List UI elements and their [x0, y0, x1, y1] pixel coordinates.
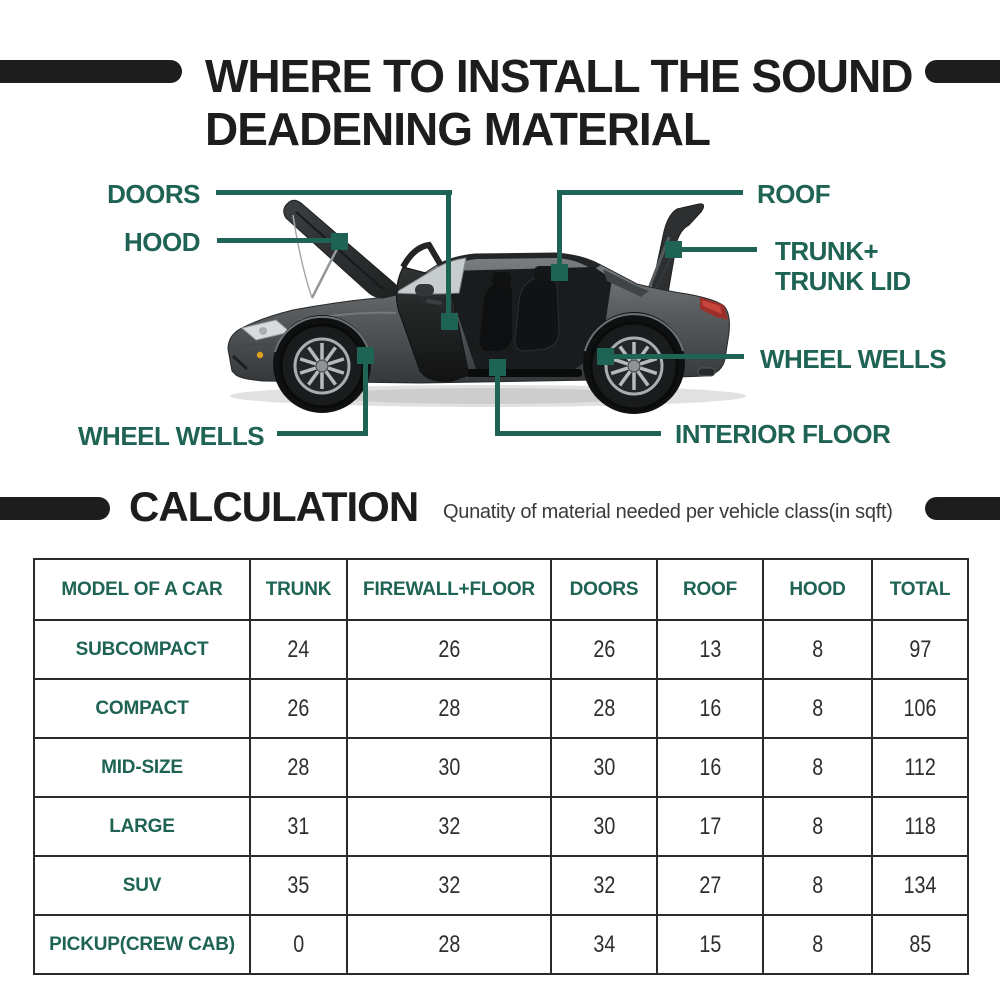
cell-roof: 16 [657, 738, 763, 797]
wheel-wells-right-label: WHEEL WELLS [760, 344, 947, 374]
cell-doors: 28 [551, 679, 657, 738]
calculation-left-bar [0, 497, 110, 520]
row-label: LARGE [34, 797, 250, 856]
table-row-suv [34, 856, 968, 915]
cell-hood: 8 [763, 679, 872, 738]
cell-firewall: 26 [347, 620, 551, 679]
hood-connector-line-h [217, 238, 335, 243]
cell-hood: 8 [763, 856, 872, 915]
wheel-wells-right-connector-line-h [613, 354, 744, 359]
cell-roof: 17 [657, 797, 763, 856]
cell-hood: 8 [763, 738, 872, 797]
interior-floor-connector-line-h [495, 431, 661, 436]
cell-total: 118 [872, 797, 968, 856]
row-label: SUV [34, 856, 250, 915]
roof-endpoint-square [551, 264, 568, 281]
interior-floor-connector-line-v [495, 375, 500, 436]
interior-floor-endpoint-square [489, 359, 506, 376]
cell-trunk: 35 [250, 856, 347, 915]
car-front-wheel [281, 325, 363, 407]
cell-trunk: 24 [250, 620, 347, 679]
trunk-endpoint-square [665, 241, 682, 258]
cell-total: 106 [872, 679, 968, 738]
table-header-row [34, 559, 968, 620]
cell-firewall: 28 [347, 679, 551, 738]
row-label: PICKUP(CREW CAB) [34, 915, 250, 974]
cell-hood: 8 [763, 915, 872, 974]
row-label: SUBCOMPACT [34, 620, 250, 679]
table-row-pickup [34, 915, 968, 974]
column-header-model: MODEL OF A CAR [34, 559, 250, 620]
cell-doors: 30 [551, 738, 657, 797]
trunk-label-line1: TRUNK+ [775, 236, 879, 266]
wheel-wells-left-connector-line-h [277, 431, 366, 436]
cell-firewall: 28 [347, 915, 551, 974]
cell-hood: 8 [763, 797, 872, 856]
roof-label: ROOF [757, 179, 831, 209]
hood-label: HOOD [124, 227, 200, 257]
row-label: MID-SIZE [34, 738, 250, 797]
hood-endpoint-square [331, 233, 348, 250]
cell-doors: 32 [551, 856, 657, 915]
cell-total: 85 [872, 915, 968, 974]
trunk-label [775, 236, 911, 296]
wheel-wells-left-label: WHEEL WELLS [78, 421, 265, 451]
cell-total: 134 [872, 856, 968, 915]
column-header-trunk: TRUNK [250, 559, 347, 620]
cell-total: 112 [872, 738, 968, 797]
cell-doors: 26 [551, 620, 657, 679]
page-title-line1: WHERE TO INSTALL THE SOUND [205, 50, 913, 102]
wheel-wells-left-endpoint-square [357, 347, 374, 364]
doors-label: DOORS [107, 179, 200, 209]
cell-trunk: 26 [250, 679, 347, 738]
material-calculation-table [33, 558, 969, 975]
column-header-roof: ROOF [657, 559, 763, 620]
car-rear-wheel [591, 323, 677, 409]
cell-roof: 15 [657, 915, 763, 974]
doors-connector-line-v [446, 190, 451, 313]
cell-total: 97 [872, 620, 968, 679]
cell-trunk: 31 [250, 797, 347, 856]
cell-hood: 8 [763, 620, 872, 679]
cell-doors: 30 [551, 797, 657, 856]
column-header-firewall: FIREWALL+FLOOR [347, 559, 551, 620]
calculation-right-bar [925, 497, 1000, 520]
table-row-large [34, 797, 968, 856]
doors-connector-line-h [216, 190, 452, 195]
column-header-doors: DOORS [551, 559, 657, 620]
cell-roof: 16 [657, 679, 763, 738]
cell-roof: 27 [657, 856, 763, 915]
doors-endpoint-square [441, 313, 458, 330]
calculation-subtitle: Qunatity of material needed per vehicle class(in sqft) [443, 501, 893, 523]
cell-doors: 34 [551, 915, 657, 974]
table-row-compact [34, 679, 968, 738]
roof-connector-line-v [557, 190, 562, 268]
row-label: COMPACT [34, 679, 250, 738]
cell-trunk: 28 [250, 738, 347, 797]
column-header-hood: HOOD [763, 559, 872, 620]
trunk-label-line2: TRUNK LID [775, 266, 911, 296]
page-title-line2: DEADENING MATERIAL [205, 103, 711, 155]
cell-firewall: 32 [347, 797, 551, 856]
cell-roof: 13 [657, 620, 763, 679]
cell-firewall: 30 [347, 738, 551, 797]
column-header-total: TOTAL [872, 559, 968, 620]
wheel-wells-right-endpoint-square [597, 348, 614, 365]
table-row-subcompact [34, 620, 968, 679]
cell-trunk: 0 [250, 915, 347, 974]
roof-connector-line-h [560, 190, 743, 195]
trunk-connector-line-h [681, 247, 757, 252]
cell-firewall: 32 [347, 856, 551, 915]
table-row-midsize [34, 738, 968, 797]
wheel-wells-left-connector-line-v [363, 362, 368, 436]
interior-floor-label: INTERIOR FLOOR [675, 419, 891, 449]
calculation-heading: CALCULATION [129, 483, 419, 530]
